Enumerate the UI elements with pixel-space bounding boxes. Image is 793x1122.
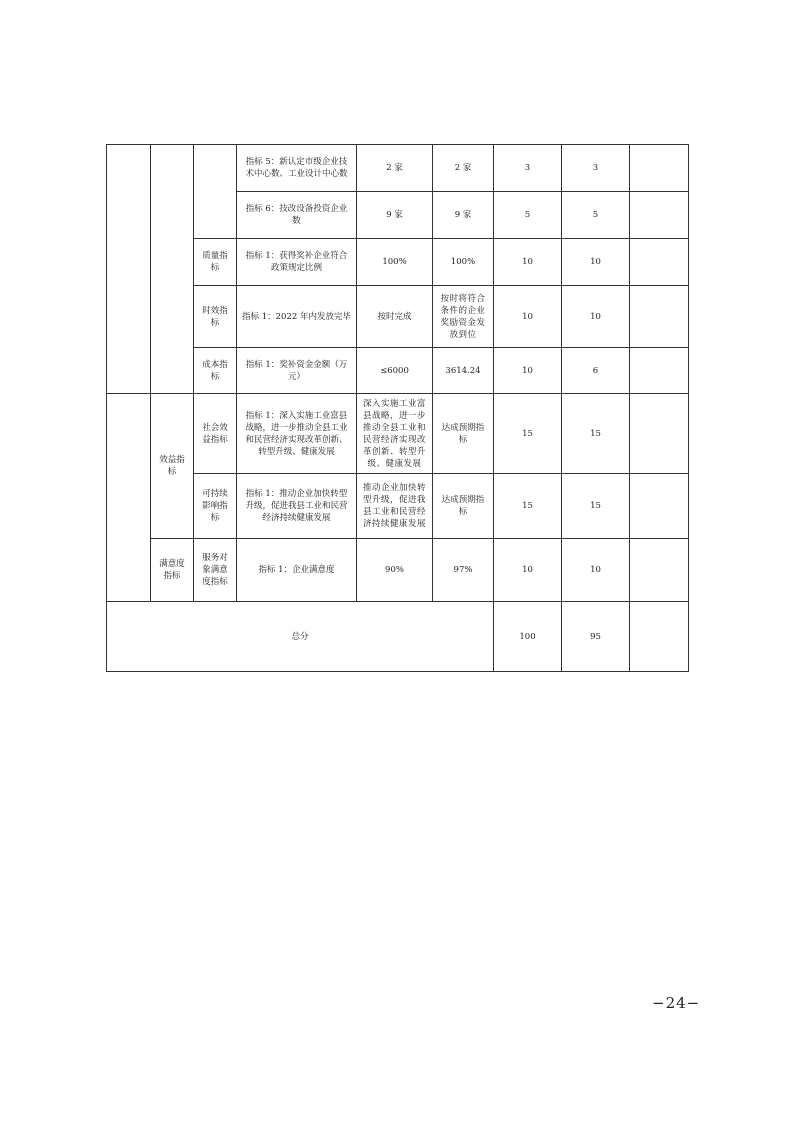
target-value-cell: 9 家 xyxy=(357,192,433,239)
score-cell: 10 xyxy=(562,286,630,348)
weight-cell: 10 xyxy=(494,539,562,602)
score-cell: 6 xyxy=(562,348,630,394)
weight-cell: 10 xyxy=(494,239,562,286)
note-cell xyxy=(630,145,689,192)
indicator-cell: 指标 1：奖补资金金额（万元） xyxy=(237,348,357,394)
indicator-cell: 指标 6：技改设备投资企业数 xyxy=(237,192,357,239)
note-cell xyxy=(630,192,689,239)
actual-value-cell: 100% xyxy=(433,239,494,286)
total-weight-cell: 100 xyxy=(494,602,562,672)
note-cell xyxy=(630,239,689,286)
total-score-cell: 95 xyxy=(562,602,630,672)
sub-indicator-cell: 质量指标 xyxy=(194,239,237,286)
note-cell xyxy=(630,474,689,539)
indicator-cell: 指标 1：深入实施工业富县战略，进一步推动全县工业和民营经济实现改革创新、转型升级、健康发展 xyxy=(237,394,357,474)
note-cell xyxy=(630,602,689,672)
blank-cell xyxy=(107,145,151,394)
actual-value-cell: 2 家 xyxy=(433,145,494,192)
score-cell: 5 xyxy=(562,192,630,239)
indicator-cell: 指标 1：2022 年内发放完毕 xyxy=(237,286,357,348)
actual-value-cell: 97% xyxy=(433,539,494,602)
actual-value-cell: 达成预期指标 xyxy=(433,394,494,474)
sub-indicator-cell: 时效指标 xyxy=(194,286,237,348)
note-cell xyxy=(630,539,689,602)
indicator-cell: 指标 1：获得奖补企业符合政策规定比例 xyxy=(237,239,357,286)
indicator-cell: 指标 1：推动企业加快转型升级，促进我县工业和民营经济持续健康发展 xyxy=(237,474,357,539)
sub-indicator-cell: 服务对象满意度指标 xyxy=(194,539,237,602)
weight-cell: 10 xyxy=(494,348,562,394)
target-value-cell: 按时完成 xyxy=(357,286,433,348)
weight-cell: 15 xyxy=(494,394,562,474)
weight-cell: 5 xyxy=(494,192,562,239)
total-row xyxy=(107,602,689,672)
table-row xyxy=(107,286,689,348)
table-row xyxy=(107,348,689,394)
performance-evaluation-table xyxy=(106,144,689,672)
indicator-cell: 指标 5：新认定市级企业技术中心数、工业设计中心数 xyxy=(237,145,357,192)
actual-value-cell: 达成预期指标 xyxy=(433,474,494,539)
note-cell xyxy=(630,348,689,394)
actual-value-cell: 3614.24 xyxy=(433,348,494,394)
note-cell xyxy=(630,394,689,474)
score-cell: 15 xyxy=(562,474,630,539)
actual-value-cell: 9 家 xyxy=(433,192,494,239)
blank-cell xyxy=(194,145,237,239)
table-row xyxy=(107,394,689,474)
score-cell: 15 xyxy=(562,394,630,474)
sub-indicator-cell: 成本指标 xyxy=(194,348,237,394)
weight-cell: 10 xyxy=(494,286,562,348)
sub-indicator-cell: 社会效益指标 xyxy=(194,394,237,474)
score-cell: 10 xyxy=(562,539,630,602)
weight-cell: 15 xyxy=(494,474,562,539)
score-cell: 10 xyxy=(562,239,630,286)
note-cell xyxy=(630,286,689,348)
table-row xyxy=(107,539,689,602)
category-cell: 满意度指标 xyxy=(151,539,194,602)
target-value-cell: 深入实施工业富县战略，进一步推动全县工业和民营经济实现改革创新、转型升级、健康发展 xyxy=(357,394,433,474)
category-cell: 效益指标 xyxy=(151,394,194,539)
target-value-cell: 2 家 xyxy=(357,145,433,192)
page-number: −24− xyxy=(652,994,701,1012)
table-row xyxy=(107,145,689,192)
table-row xyxy=(107,239,689,286)
indicator-cell: 指标 1：企业满意度 xyxy=(237,539,357,602)
score-cell: 3 xyxy=(562,145,630,192)
table-row xyxy=(107,474,689,539)
target-value-cell: 90% xyxy=(357,539,433,602)
actual-value-cell: 按时将符合条件的企业奖励资金发放到位 xyxy=(433,286,494,348)
total-label-cell: 总分 xyxy=(107,602,494,672)
target-value-cell: 推动企业加快转型升级，促进我县工业和民营经济持续健康发展 xyxy=(357,474,433,539)
target-value-cell: ≤6000 xyxy=(357,348,433,394)
blank-cell xyxy=(107,394,151,602)
blank-cell xyxy=(151,145,194,394)
weight-cell: 3 xyxy=(494,145,562,192)
sub-indicator-cell: 可持续影响指标 xyxy=(194,474,237,539)
target-value-cell: 100% xyxy=(357,239,433,286)
